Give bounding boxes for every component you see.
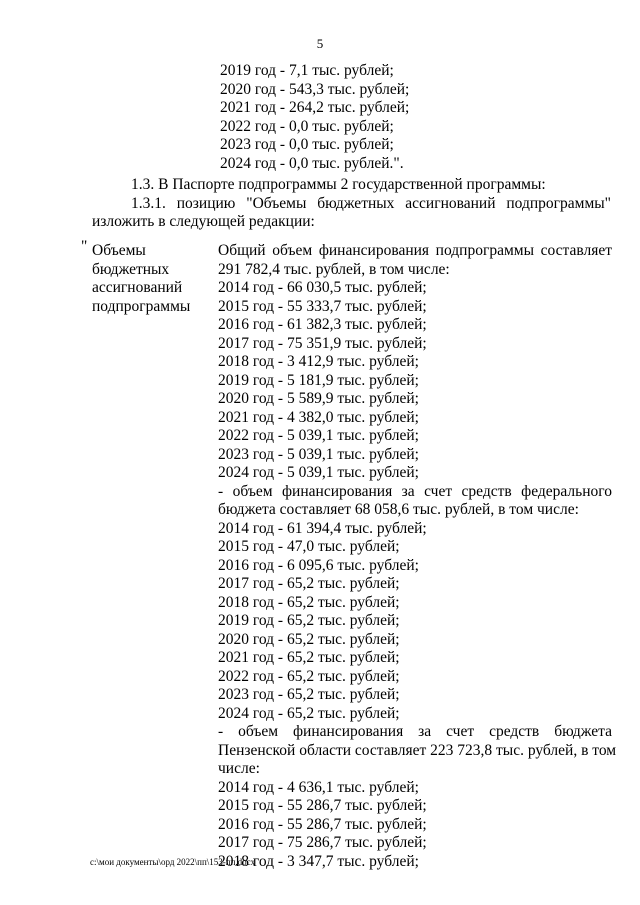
position-label [92, 242, 210, 316]
total-year-line: 2023 год - 5 039,1 тыс. рублей; [218, 445, 419, 463]
regional-year-line: 2016 год - 55 286,7 тыс. рублей; [218, 815, 427, 833]
total-line-2: 291 782,4 тыс. рублей, в том числе: [218, 260, 450, 278]
federal-year-line: 2019 год - 65,2 тыс. рублей; [218, 612, 400, 629]
position-label-line: Объемы [92, 242, 146, 259]
federal-year-line: 2016 год - 6 095,6 тыс. рублей; [218, 556, 419, 574]
total-year-line: 2014 год - 66 030,5 тыс. рублей; [218, 279, 427, 296]
total-year-line: 2021 год - 4 382,0 тыс. рублей; [218, 408, 419, 426]
year-line: 2024 год - 0,0 тыс. рублей.". [220, 154, 404, 172]
top-year-list [220, 62, 600, 173]
regional-year-line: 2015 год - 55 286,7 тыс. рублей; [218, 797, 427, 814]
total-year-line: 2019 год - 5 181,9 тыс. рублей; [218, 371, 419, 389]
regional-line-2: Пензенской области составляет 223 723,8 тыс. рублей, в том [218, 741, 617, 759]
regional-year-line: 2018 год - 3 347,7 тыс. рублей; [218, 852, 419, 870]
section-1-3-1-line1: 1.3.1. позицию "Объемы бюджетных ассигнований подпрограммы" [131, 195, 611, 212]
federal-year-line: 2014 год - 61 394,4 тыс. рублей; [218, 519, 427, 537]
regional-line-3: числе: [218, 760, 260, 777]
total-year-line: 2022 год - 5 039,1 тыс. рублей; [218, 427, 419, 444]
federal-year-line: 2020 год - 65,2 тыс. рублей; [218, 630, 400, 648]
year-line: 2022 год - 0,0 тыс. рублей; [220, 117, 394, 135]
page-number: 5 [316, 36, 324, 51]
federal-year-line: 2024 год - 65,2 тыс. рублей; [218, 704, 400, 722]
total-year-line: 2024 год - 5 039,1 тыс. рублей; [218, 464, 419, 481]
federal-year-line: 2021 год - 65,2 тыс. рублей; [218, 649, 400, 666]
federal-year-line: 2015 год - 47,0 тыс. рублей; [218, 538, 400, 555]
total-year-line: 2020 год - 5 589,9 тыс. рублей; [218, 390, 419, 407]
footer-file-path: c:\мои документы\орд 2022\пп\153-пп.docx [90, 857, 256, 867]
total-year-line: 2018 год - 3 412,9 тыс. рублей; [218, 353, 419, 370]
total-line-1: Общий объем финансирования подпрограммы составляет [218, 242, 612, 259]
federal-line-2: бюджета составляет 68 058,6 тыс. рублей, в том числе: [218, 501, 579, 518]
section-1-3-1-line2: изложить в следующей редакции: [92, 213, 315, 230]
year-line: 2021 год - 264,2 тыс. рублей; [220, 99, 410, 116]
position-content [218, 242, 617, 871]
section-1-3-heading: 1.3. В Паспорте подпрограммы 2 государственной программы: [131, 176, 546, 193]
total-year-line: 2015 год - 55 333,7 тыс. рублей; [218, 297, 427, 315]
year-line: 2023 год - 0,0 тыс. рублей; [220, 136, 394, 153]
year-line: 2019 год - 7,1 тыс. рублей; [220, 62, 394, 79]
year-line: 2020 год - 543,3 тыс. рублей; [220, 80, 410, 98]
federal-line-1: - объем финансирования за счет средств федерального [218, 482, 612, 500]
regional-year-line: 2014 год - 4 636,1 тыс. рублей; [218, 778, 419, 796]
regional-year-line: 2017 год - 75 286,7 тыс. рублей; [218, 834, 427, 851]
total-year-line: 2017 год - 75 351,9 тыс. рублей; [218, 334, 427, 352]
federal-year-line: 2023 год - 65,2 тыс. рублей; [218, 686, 400, 703]
regional-line-1: - объем финансирования за счет средств бюджета [218, 723, 612, 740]
open-quote: " [81, 238, 88, 255]
total-year-line: 2016 год - 61 382,3 тыс. рублей; [218, 316, 427, 333]
position-label-line: ассигнований [92, 279, 183, 296]
federal-year-line: 2018 год - 65,2 тыс. рублей; [218, 593, 400, 611]
federal-year-line: 2022 год - 65,2 тыс. рублей; [218, 667, 400, 685]
position-label-line: бюджетных [92, 260, 170, 278]
position-label-line: подпрограммы [92, 297, 191, 315]
federal-year-line: 2017 год - 65,2 тыс. рублей; [218, 575, 400, 592]
